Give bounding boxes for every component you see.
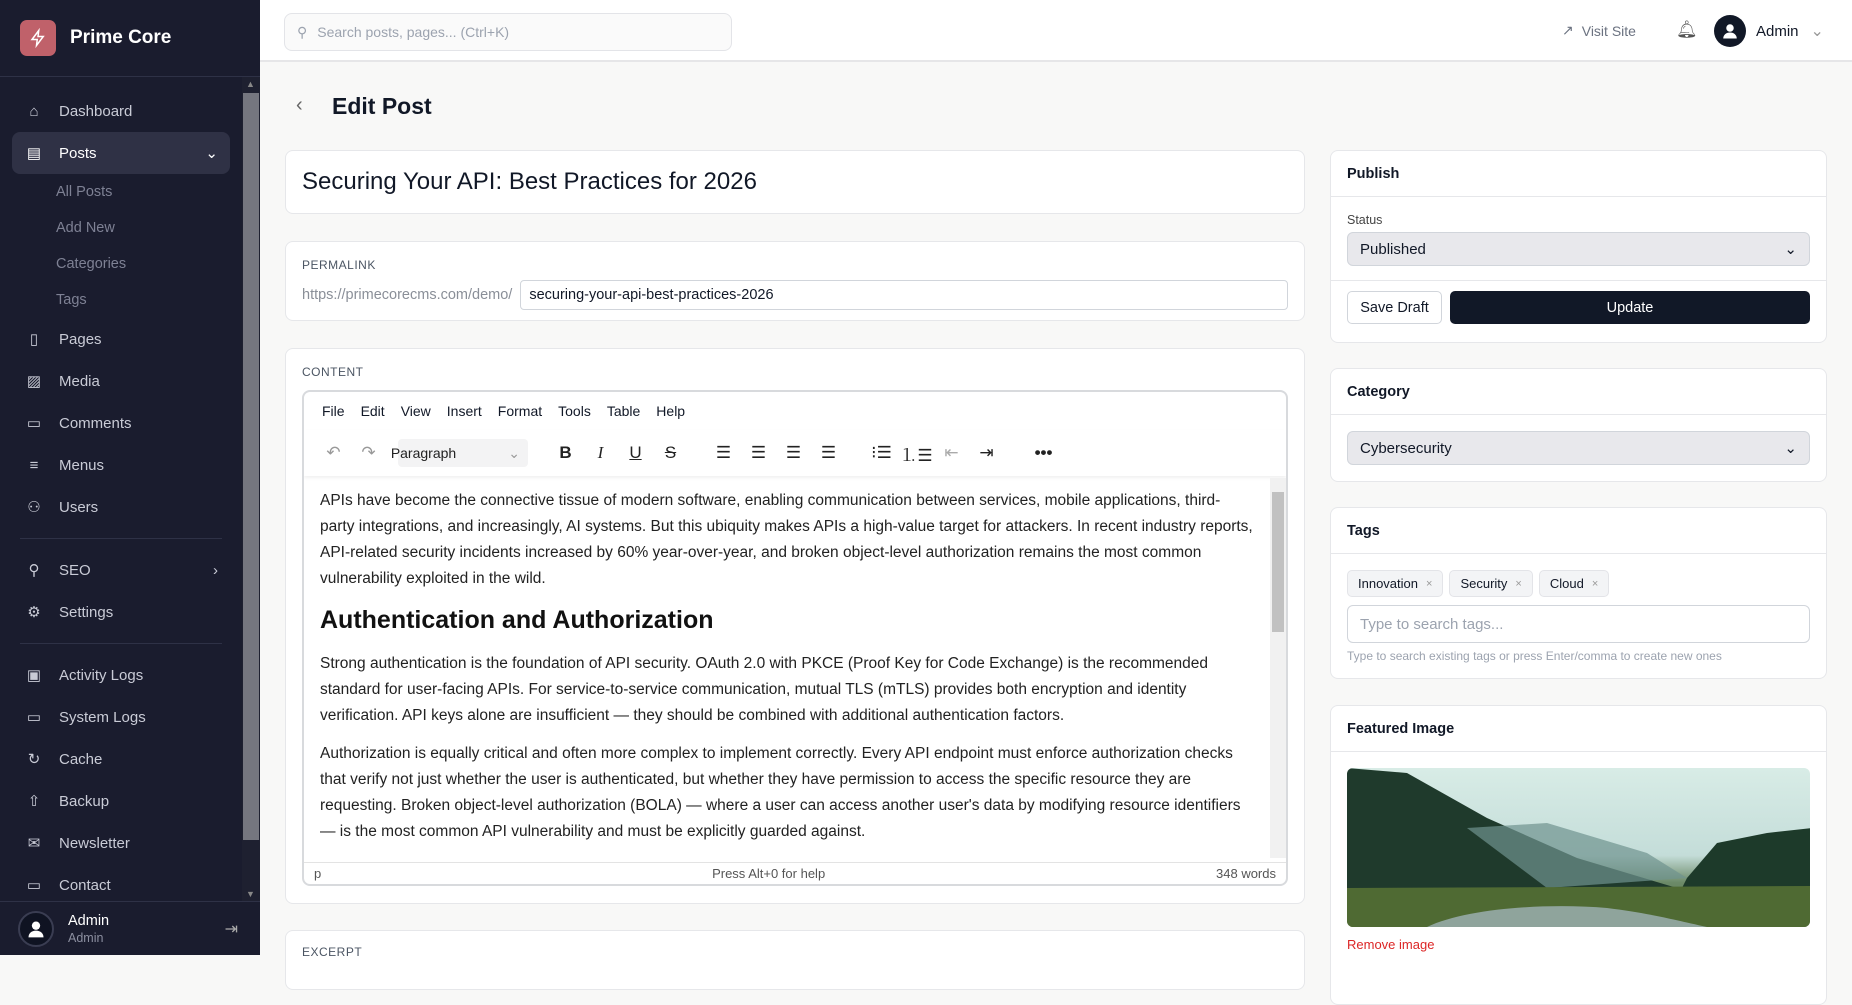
excerpt-card — [285, 930, 1305, 990]
paragraph: APIs have become the connective tissue of modern software, enabling communication between services, mobile applications, third-party integrations, and increasingly, AI systems. But this ubiquity makes APIs a high-value target for attackers. In recent industry reports, API-related security incidents increased by 60% year-over-year, and broken object-level authorization remains the most common vulnerability exploited in the wild. — [320, 492, 1253, 587]
editor-menubar — [304, 392, 1286, 430]
strikethrough-icon[interactable]: S — [664, 443, 677, 462]
more-icon[interactable]: ••• — [1034, 443, 1053, 462]
sidebar-item-activity-logs[interactable] — [12, 654, 230, 696]
user-role: Admin — [68, 930, 104, 945]
bell-icon[interactable]: 🔔︎ — [1676, 20, 1698, 39]
category-card — [1330, 368, 1827, 482]
save-draft-button[interactable]: Save Draft — [1347, 291, 1442, 324]
sidebar-item-backup[interactable] — [12, 780, 230, 822]
sidebar-item-label: Dashboard — [59, 102, 133, 120]
tags-hint: Type to search existing tags or press Enter/comma to create new ones — [1347, 649, 1722, 663]
sidebar-subitem-categories[interactable]: Categories — [56, 256, 127, 272]
remove-tag-icon[interactable]: × — [1591, 577, 1599, 590]
outdent-icon[interactable]: ⇤ — [944, 443, 959, 462]
user-name: Admin — [68, 912, 110, 929]
sidebar-item-label: Menus — [59, 456, 105, 474]
divider — [20, 538, 222, 539]
lightning-icon — [20, 20, 56, 56]
sidebar-subitem-all-posts[interactable]: All Posts — [56, 184, 113, 200]
sidebar-item-users[interactable] — [12, 486, 230, 528]
top-header — [260, 0, 1852, 62]
help-hint: Press Alt+0 for help — [712, 866, 826, 881]
mail-icon: ✉ — [27, 835, 41, 852]
page-title: Edit Post — [332, 93, 432, 119]
refresh-icon: ↻ — [27, 751, 41, 768]
chevron-down-icon: ⌄ — [1810, 23, 1824, 40]
user-menu[interactable] — [1714, 15, 1824, 47]
remove-image-link[interactable]: Remove image — [1347, 937, 1435, 952]
editor-toolbar — [304, 430, 1286, 476]
numbered-list-icon[interactable]: ⒈☰ — [900, 445, 933, 465]
align-right-icon[interactable]: ☰ — [785, 443, 802, 462]
element-path[interactable]: p — [314, 866, 322, 881]
tag-label: Cloud — [1549, 576, 1584, 591]
sidebar-item-label: Settings — [59, 603, 114, 621]
users-icon: ⚇ — [27, 499, 41, 516]
menu-file[interactable]: File — [322, 403, 345, 419]
sidebar-item-label: Activity Logs — [59, 666, 144, 684]
featured-image[interactable] — [1347, 768, 1810, 927]
scrollbar-thumb[interactable] — [1272, 492, 1284, 632]
search-input[interactable] — [284, 13, 732, 51]
home-icon: ⌂ — [29, 102, 39, 120]
sidebar-subitem-add-new[interactable]: Add New — [56, 220, 115, 236]
align-justify-icon[interactable]: ☰ — [820, 443, 837, 462]
menu-help[interactable]: Help — [656, 403, 686, 419]
underline-icon[interactable]: U — [629, 443, 642, 462]
visit-site-label: Visit Site — [1581, 22, 1636, 39]
brand-name: Prime Core — [70, 27, 172, 48]
cloud-upload-icon: ⇧ — [27, 793, 41, 810]
tag-search-input[interactable]: Type to search tags... — [1347, 605, 1810, 643]
divider — [20, 643, 222, 644]
user-menu-label: Admin — [1756, 22, 1799, 40]
permalink-card — [285, 241, 1305, 321]
featured-image-card — [1330, 705, 1827, 1005]
sidebar-item-posts[interactable] — [12, 132, 230, 174]
sidebar-item-contact[interactable] — [12, 864, 230, 901]
menu-format[interactable]: Format — [497, 403, 543, 419]
sidebar-item-label: Newsletter — [59, 834, 130, 852]
sidebar-item-cache[interactable] — [12, 738, 230, 780]
editor-scrollbar[interactable] — [1270, 478, 1286, 858]
scrollbar-thumb[interactable] — [243, 93, 259, 840]
chevron-down-icon: ⌄ — [205, 145, 218, 162]
file-icon: ▯ — [29, 331, 39, 348]
monitor-icon: ▭ — [26, 709, 42, 726]
avatar — [18, 911, 54, 947]
menu-table[interactable]: Table — [606, 403, 641, 419]
sidebar-item-menus[interactable] — [12, 444, 230, 486]
tag-chip — [1539, 570, 1609, 597]
chevron-down-icon: ⌄ — [508, 444, 520, 461]
sidebar-item-media[interactable] — [12, 360, 230, 402]
featured-image-title: Featured Image — [1331, 706, 1826, 752]
landscape-image — [1347, 768, 1810, 927]
sidebar — [0, 0, 260, 955]
remove-tag-icon[interactable]: × — [1515, 577, 1522, 590]
sidebar-item-label: Contact — [59, 876, 111, 894]
tags-title: Tags — [1331, 508, 1826, 554]
paragraph: Strong authentication is the foundation of API security. OAuth 2.0 with PKCE (Proof Key for Code Exchange) is the recommended standard for user-facing APIs. For service-to-service communication, mutual TLS (mTLS) provides both encryption and identity verification. API keys alone are insufficient — they should be combined with additional authentication factors. — [320, 655, 1209, 724]
redo-icon[interactable]: ↷ — [361, 443, 376, 462]
comment-icon: ▭ — [26, 415, 42, 432]
status-value: Published — [1360, 240, 1426, 258]
sidebar-item-label: Posts — [59, 144, 97, 162]
heading: Authentication and Authorization — [320, 606, 714, 634]
content-card — [285, 348, 1305, 904]
sidebar-user[interactable] — [0, 901, 260, 955]
rich-text-editor — [302, 390, 1288, 886]
remove-tag-icon[interactable]: × — [1426, 577, 1433, 590]
excerpt-label: EXCERPT — [302, 945, 363, 959]
align-center-icon[interactable]: ☰ — [750, 443, 767, 462]
sidebar-scrollbar[interactable] — [242, 77, 260, 901]
sidebar-nav — [0, 77, 242, 901]
sidebar-item-dashboard[interactable] — [12, 90, 230, 132]
tag-chip — [1449, 570, 1532, 597]
sidebar-subitem-tags[interactable]: Tags — [56, 292, 87, 308]
menu-insert[interactable]: Insert — [446, 403, 482, 419]
publish-title: Publish — [1331, 151, 1826, 197]
status-label: Status — [1347, 213, 1383, 227]
search-icon: ⚲ — [28, 562, 40, 579]
block-format-value: Paragraph — [390, 445, 457, 461]
tags-card — [1330, 507, 1827, 679]
bullet-list-icon[interactable]: ⁝☰ — [871, 443, 892, 462]
message-icon: ▭ — [26, 877, 42, 894]
chevron-down-icon: ⌄ — [1784, 241, 1797, 258]
scroll-down-icon[interactable]: ▼ — [246, 889, 255, 899]
menu-view[interactable]: View — [400, 403, 431, 419]
sidebar-item-label: Backup — [59, 792, 110, 810]
search-placeholder: Search posts, pages... (Ctrl+K) — [317, 24, 510, 40]
sidebar-item-label: Comments — [59, 414, 132, 432]
brand[interactable] — [0, 0, 260, 77]
content-label: CONTENT — [302, 365, 364, 379]
newspaper-icon: ▤ — [26, 145, 42, 162]
back-chevron-icon[interactable]: ‹ — [296, 94, 303, 116]
sidebar-item-label: System Logs — [59, 708, 146, 726]
chevron-down-icon: ⌄ — [1784, 440, 1797, 457]
scroll-up-icon[interactable]: ▲ — [246, 79, 255, 89]
sidebar-item-seo[interactable] — [12, 549, 230, 591]
sidebar-item-label: Media — [59, 372, 100, 390]
sidebar-item-pages[interactable] — [12, 318, 230, 360]
tag-label: Innovation — [1358, 576, 1418, 591]
align-left-icon[interactable]: ☰ — [715, 443, 732, 462]
editor-statusbar — [304, 862, 1286, 884]
sidebar-item-label: SEO — [59, 561, 91, 579]
tag-label: Security — [1460, 576, 1508, 591]
tag-chip — [1347, 570, 1443, 597]
paragraph: Authorization is equally critical and often more complex to implement correctly. Every API endpoint must enforce authorization checks that verify not just whether the user is authenticated, but whether they have permission to access the specific resource they are requesting. Broken object-level authorization (BOLA) — where a user can access another user's data by modifying resource identifiers — is the most common API vulnerability and must be explicitly guarded against. — [320, 745, 1241, 840]
category-value: Cybersecurity — [1360, 439, 1452, 457]
slug-input[interactable]: securing-your-api-best-practices-2026 — [520, 280, 1288, 310]
avatar — [1714, 15, 1746, 47]
gear-icon: ⚙ — [27, 604, 41, 621]
visit-site-link[interactable] — [1562, 22, 1636, 39]
sidebar-item-label: Users — [59, 498, 99, 516]
sidebar-item-comments[interactable] — [12, 402, 230, 444]
sidebar-item-label: Cache — [59, 750, 103, 768]
italic-icon[interactable]: I — [597, 443, 604, 462]
menu-tools[interactable]: Tools — [558, 403, 591, 419]
word-count[interactable]: 348 words — [1216, 866, 1276, 881]
menu-edit[interactable]: Edit — [360, 403, 385, 419]
block-format-select[interactable] — [390, 439, 528, 467]
indent-icon[interactable]: ⇥ — [979, 443, 994, 462]
sidebar-item-system-logs[interactable] — [12, 696, 230, 738]
undo-icon[interactable]: ↶ — [326, 443, 341, 462]
logout-icon[interactable]: ⇥ — [224, 920, 238, 938]
image-icon: ▨ — [26, 373, 42, 390]
editor-content[interactable] — [304, 478, 1270, 858]
menu-icon: ≡ — [29, 456, 39, 474]
permalink-base: https://primecorecms.com/demo/ — [302, 287, 513, 303]
external-link-icon: ↗ — [1562, 22, 1574, 38]
search-icon: ⚲ — [297, 23, 308, 40]
category-title: Category — [1331, 369, 1826, 415]
permalink-label: PERMALINK — [302, 258, 376, 272]
bold-icon[interactable]: B — [559, 443, 572, 462]
status-select[interactable] — [1347, 232, 1810, 266]
publish-card — [1330, 150, 1827, 343]
sidebar-item-newsletter[interactable] — [12, 822, 230, 864]
update-button[interactable]: Update — [1450, 291, 1810, 324]
chevron-right-icon: › — [213, 561, 218, 579]
sidebar-item-settings[interactable] — [12, 591, 230, 633]
sidebar-item-label: Pages — [59, 330, 102, 348]
clipboard-icon: ▣ — [26, 667, 42, 684]
post-title-value: Securing Your API: Best Practices for 2026 — [302, 168, 757, 195]
post-title-input[interactable] — [285, 150, 1305, 214]
category-select[interactable] — [1347, 431, 1810, 465]
